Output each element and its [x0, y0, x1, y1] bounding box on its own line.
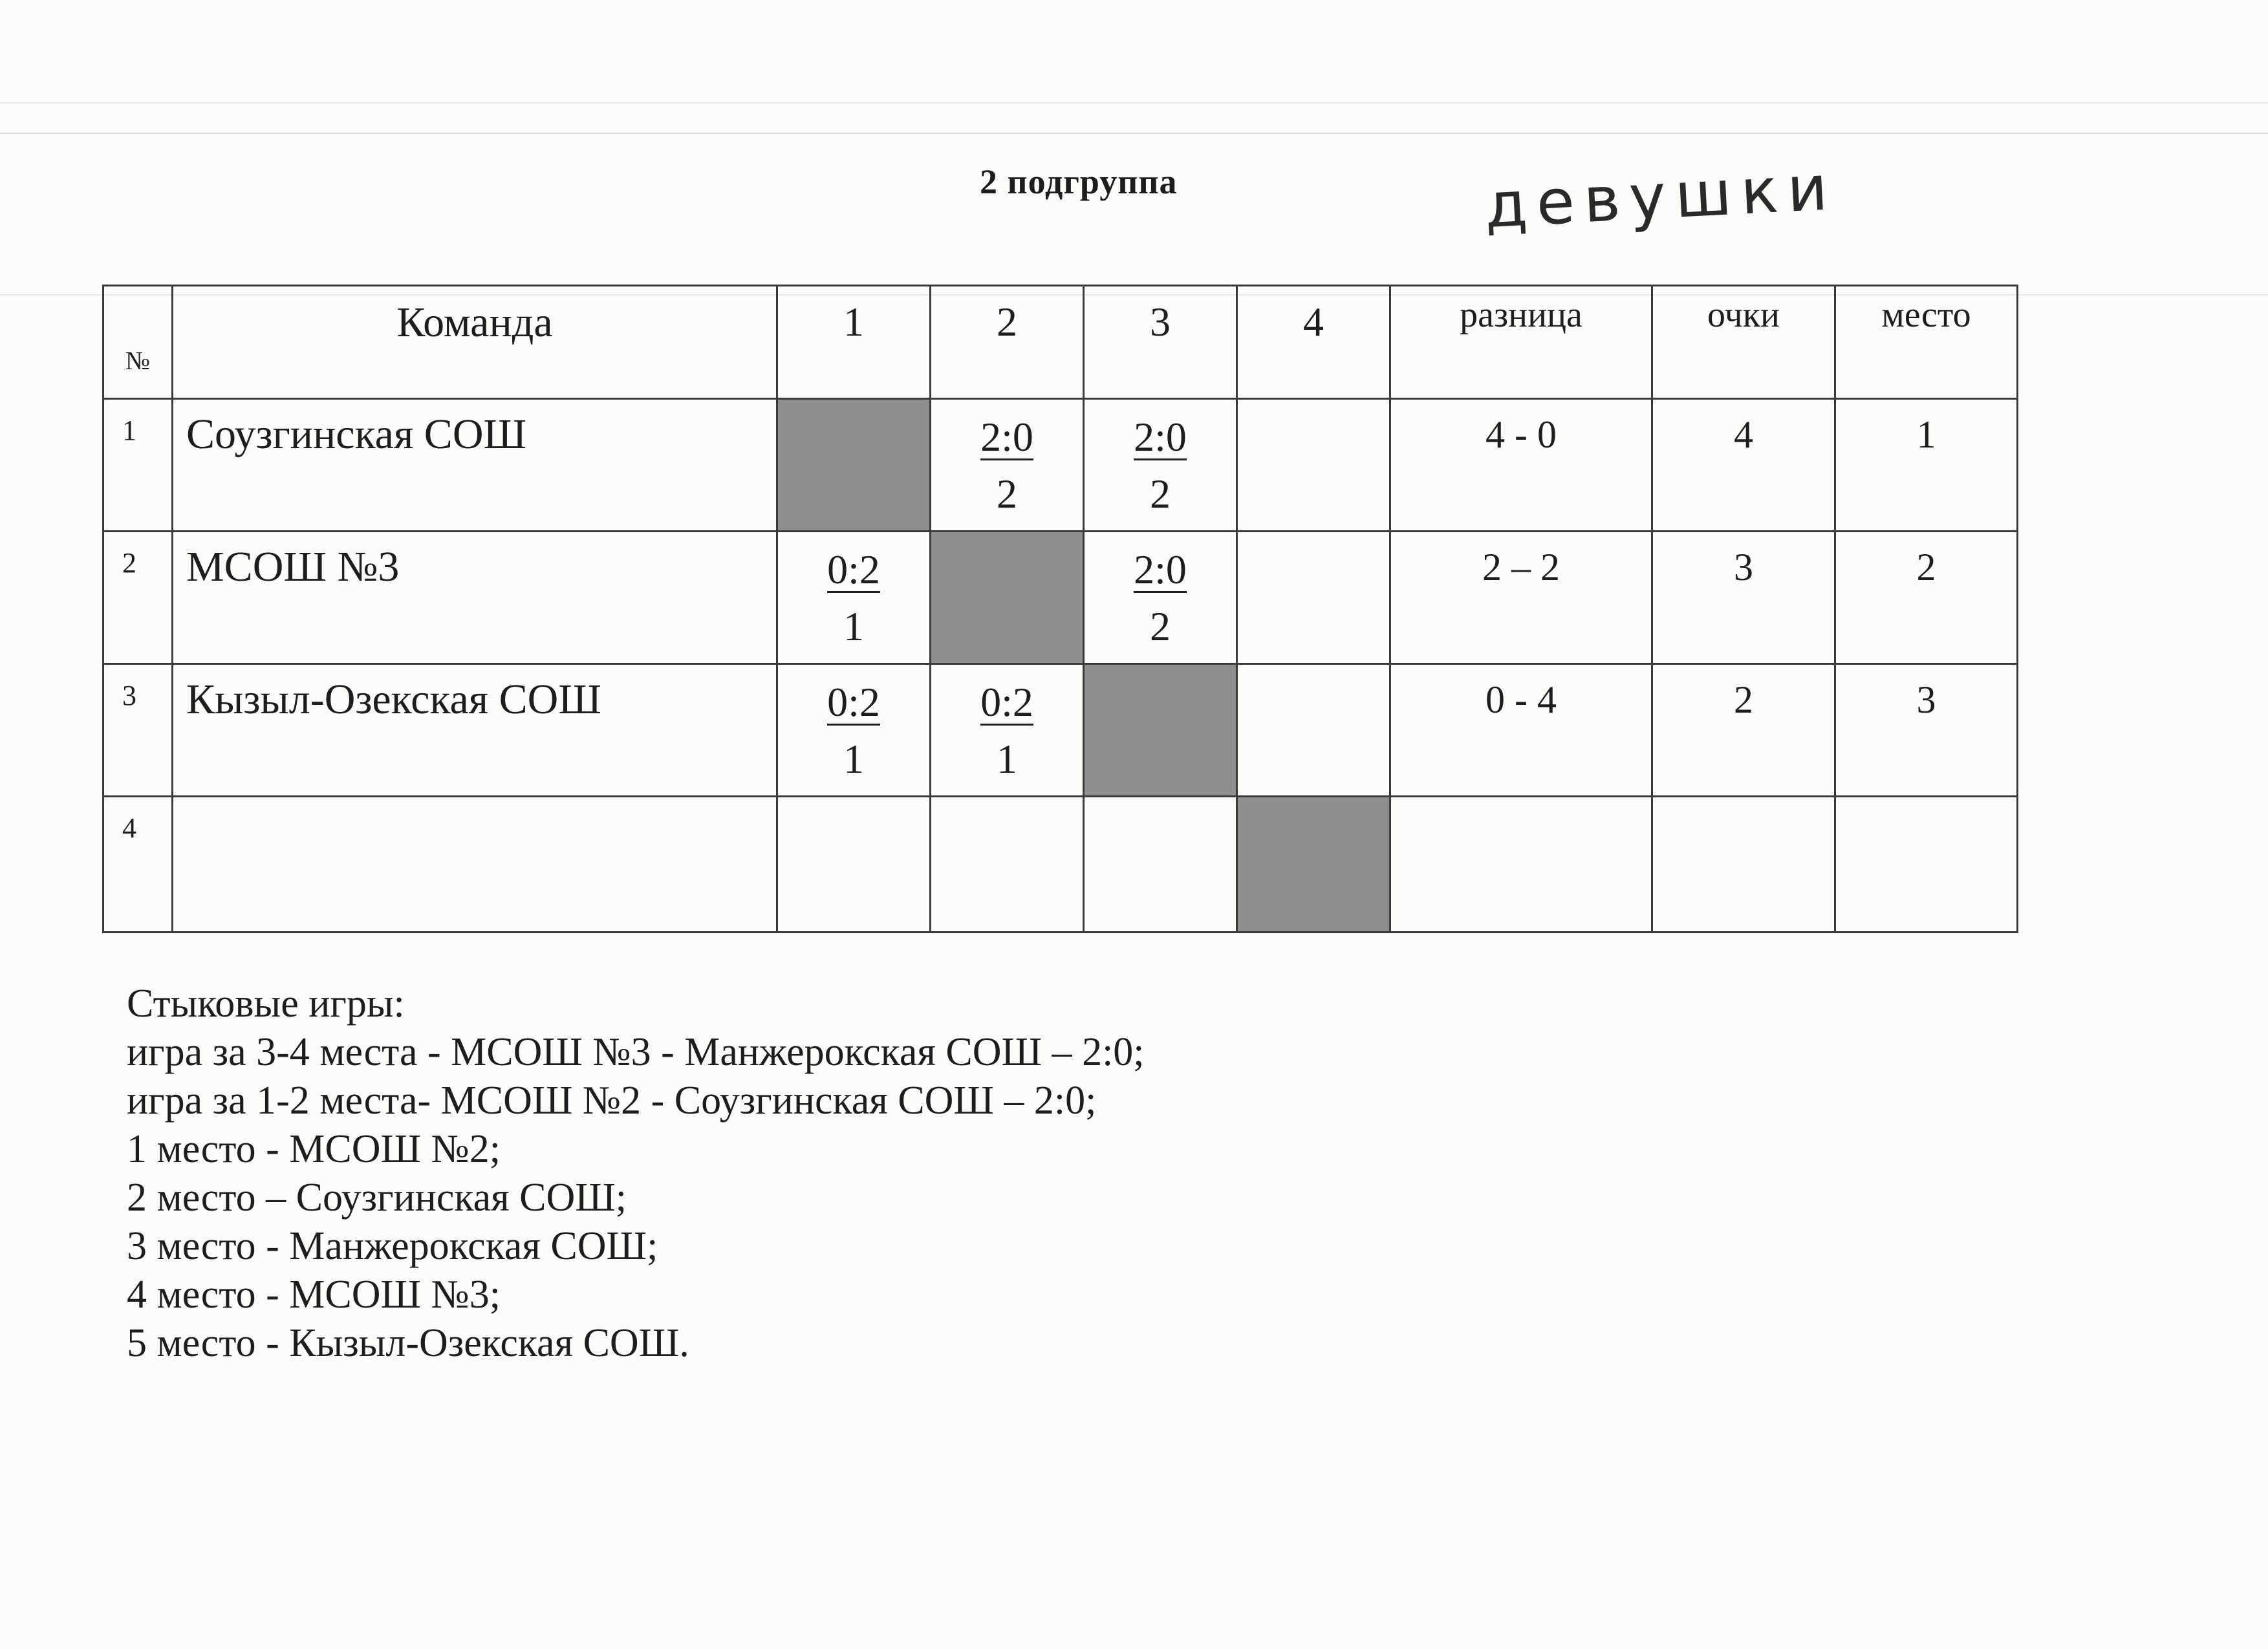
goal-difference: [1390, 797, 1652, 932]
header-col-2: 2: [931, 286, 1084, 399]
table-row: [103, 797, 2018, 932]
match-score: 2:0: [1134, 414, 1187, 460]
playoff-line: игра за 3-4 места - МСОШ №3 - Манжерокская СОШ – 2:0;: [127, 1030, 1145, 1074]
playoff-line: 5 место - Кызыл-Озекская СОШ.: [127, 1321, 689, 1365]
playoff-line: 4 место - МСОШ №3;: [127, 1273, 501, 1317]
header-points: очки: [1652, 286, 1835, 399]
total-points: [1652, 797, 1835, 932]
header-number: №: [103, 286, 173, 399]
scan-artifact-line: [0, 133, 2268, 134]
subgroup-title: 2 подгруппа: [980, 162, 1178, 201]
standings-table: [102, 285, 2018, 933]
row-number: 2: [103, 532, 173, 664]
match-result: [931, 664, 1084, 797]
match-score: 2:0: [980, 414, 1033, 460]
table-header-row: [103, 286, 2018, 399]
empty-cell: [931, 797, 1084, 932]
table-row: [103, 664, 2018, 797]
playoff-line: 1 место - МСОШ №2;: [127, 1127, 501, 1171]
header-col-4: 4: [1237, 286, 1390, 399]
match-score: 0:2: [827, 546, 880, 592]
header-place: место: [1835, 286, 2018, 399]
final-place: 1: [1835, 399, 2018, 532]
team-name: Кызыл-Озекская СОШ: [173, 664, 777, 797]
row-number: 3: [103, 664, 173, 797]
match-score: 0:2: [980, 679, 1033, 725]
goal-difference: 2 – 2: [1390, 532, 1652, 664]
playoff-line: игра за 1-2 места- МСОШ №2 - Соузгинская СОШ – 2:0;: [127, 1079, 1097, 1123]
row-number: 4: [103, 797, 173, 932]
match-points: 2: [997, 471, 1017, 517]
total-points: 2: [1652, 664, 1835, 797]
empty-cell: [777, 797, 931, 932]
match-points: 1: [843, 603, 864, 649]
shaded-diagonal-cell: [1237, 797, 1390, 932]
header-team: Команда: [173, 286, 777, 399]
empty-cell: [1237, 532, 1390, 664]
team-name: [173, 797, 777, 932]
header-difference: разница: [1390, 286, 1652, 399]
empty-cell: [1084, 797, 1237, 932]
empty-cell: [1237, 664, 1390, 797]
team-name: Соузгинская СОШ: [173, 399, 777, 532]
header-col-1: 1: [777, 286, 931, 399]
match-score: 2:0: [1134, 546, 1187, 592]
match-points: 1: [843, 736, 864, 782]
team-name: МСОШ №3: [173, 532, 777, 664]
match-result: [1084, 399, 1237, 532]
match-points: 1: [997, 736, 1017, 782]
shaded-diagonal-cell: [931, 532, 1084, 664]
match-result: [777, 532, 931, 664]
header-col-3: 3: [1084, 286, 1237, 399]
final-place: [1835, 797, 2018, 932]
final-place: 2: [1835, 532, 2018, 664]
shaded-diagonal-cell: [777, 399, 931, 532]
table-row: [103, 399, 2018, 532]
shaded-diagonal-cell: [1084, 664, 1237, 797]
match-result: [777, 664, 931, 797]
match-result: [1084, 532, 1237, 664]
final-place: 3: [1835, 664, 2018, 797]
match-score: 0:2: [827, 679, 880, 725]
total-points: 4: [1652, 399, 1835, 532]
match-points: 2: [1150, 603, 1171, 649]
row-number: 1: [103, 399, 173, 532]
playoff-results: [127, 980, 1145, 1368]
table-row: [103, 532, 2018, 664]
playoff-heading: Стыковые игры:: [127, 982, 405, 1026]
match-points: 2: [1150, 471, 1171, 517]
playoff-line: 2 место – Соузгинская СОШ;: [127, 1176, 627, 1220]
goal-difference: 4 - 0: [1390, 399, 1652, 532]
scan-artifact-line: [0, 102, 2268, 103]
goal-difference: 0 - 4: [1390, 664, 1652, 797]
match-result: [931, 399, 1084, 532]
handwritten-category-label: девушки: [1482, 151, 1839, 242]
empty-cell: [1237, 399, 1390, 532]
playoff-line: 3 место - Манжерокская СОШ;: [127, 1224, 658, 1268]
total-points: 3: [1652, 532, 1835, 664]
